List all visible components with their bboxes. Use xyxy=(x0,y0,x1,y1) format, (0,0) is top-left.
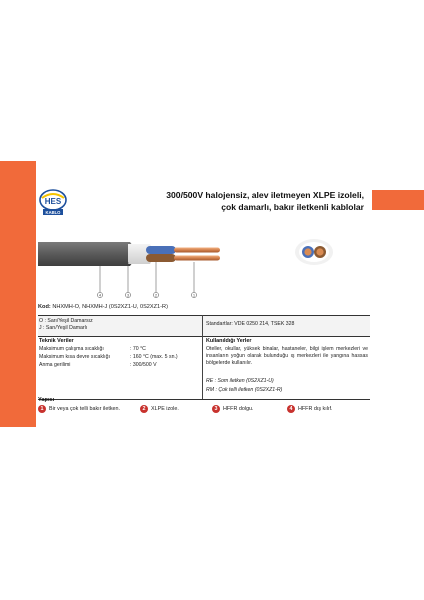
conductor-1 xyxy=(174,248,220,253)
conductor-2 xyxy=(174,256,220,261)
structure-text: XLPE izole. xyxy=(151,406,179,412)
structure-item xyxy=(212,404,254,414)
standards: Standartlar: VDE 0250 214, TSEK 328 xyxy=(206,321,295,327)
company-logo xyxy=(38,188,68,218)
tech-data-title: Teknik Veriler xyxy=(39,338,74,344)
structure-item xyxy=(38,404,120,414)
page-title xyxy=(150,190,364,213)
rm-note: RM : Çok telli iletken (0S2XZ1-R) xyxy=(206,387,283,393)
structure-text: HFFR dolgu. xyxy=(223,406,254,412)
product-code xyxy=(38,304,168,310)
variant-o: O : Sarı/Yeşil Damarsız xyxy=(39,318,93,324)
table-bottom-line xyxy=(38,399,370,400)
accent-band-right xyxy=(372,190,424,210)
structure-text: Bir veya çok telli bakır iletken. xyxy=(49,406,121,412)
structure-number: 2 xyxy=(140,405,148,413)
spec-value: : 70 °C xyxy=(130,346,146,352)
code-label: Kod: xyxy=(38,304,51,310)
usage-title: Kullanıldığı Yerler xyxy=(206,338,252,344)
title-line-1: 300/500V halojensiz, alev iletmeyen XLPE izoleli, xyxy=(166,190,364,200)
structure-item xyxy=(140,404,179,414)
spec-table xyxy=(38,315,370,399)
structure-number: 1 xyxy=(38,405,46,413)
cable-illustration xyxy=(38,232,238,304)
marker-2: 2 xyxy=(155,293,157,298)
spec-label: Maksimum kısa devre sıcaklığı xyxy=(39,354,110,360)
outer-sheath xyxy=(38,242,135,266)
code-value: NHXMH-O, NHXMH-J (0S2XZ1-U, 0S2XZ1-R) xyxy=(52,304,168,310)
structure-item xyxy=(287,404,332,414)
spec-value: : 300/500 V xyxy=(130,362,157,368)
accent-band-left xyxy=(0,161,36,427)
usage-text: Oteller, okullar, yüksek binalar, hastaneler, bilgi işlem merkezleri ve insanların yoğun olarak bulunduğu ış merkezleri ile yangına hassas bölgelerde kullanılır. xyxy=(206,346,368,366)
logo-text: HES xyxy=(44,197,62,206)
structure-number: 3 xyxy=(212,405,220,413)
structure-title: Yapısı xyxy=(38,397,55,403)
re-note: RE : Som iletken (0S2XZ1-U) xyxy=(206,378,274,384)
marker-3: 3 xyxy=(127,293,129,298)
core-brown xyxy=(146,254,176,262)
core-blue xyxy=(146,246,176,254)
cable-cross-section xyxy=(294,238,334,266)
logo-subtext: KABLO xyxy=(45,209,61,215)
marker-1: 1 xyxy=(193,293,195,298)
spec-value: : 160 °C (max. 5 sn.) xyxy=(130,354,178,360)
variant-j: J : Sarı/Yeşil Damarlı xyxy=(39,325,88,331)
column-divider xyxy=(202,315,203,399)
spec-label: Maksimum çalışma sıcaklığı xyxy=(39,346,104,352)
structure-text: HFFR dış kılıf. xyxy=(298,406,333,412)
title-line-2: çok damarlı, bakır iletkenli kablolar xyxy=(221,201,364,212)
structure-number: 4 xyxy=(287,405,295,413)
spec-label: Anma gerilimi xyxy=(39,362,71,368)
marker-4: 4 xyxy=(99,293,101,298)
